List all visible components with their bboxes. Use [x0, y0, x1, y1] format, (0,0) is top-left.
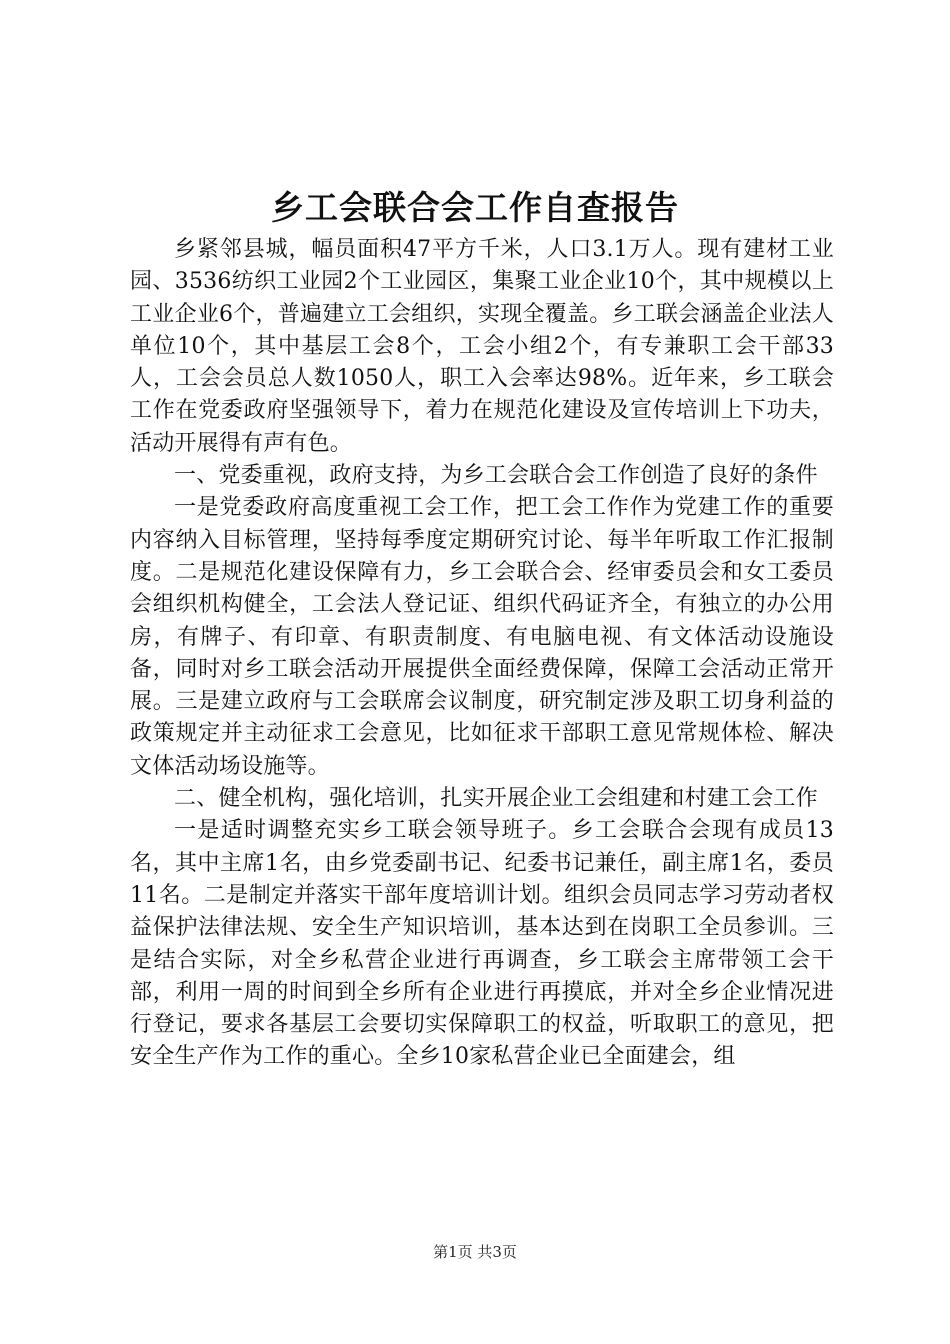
paragraph-intro: 乡紧邻县城，幅员面积47平方千米，人口3.1万人。现有建材工业园、3536纺织工业园2个工业园区，集聚工业企业10个，其中规模以上工业企业6个，普遍建立工会组织，实现全覆盖。乡工联会涵盖企业法人单位10个，其中基层工会8个，工会小组2个，有专兼职工会干部33人，工会会员总人数1050人，职工入会率达98%。近年来，乡工联会工作在党委政府坚强领导下，着力在规范化建设及宣传培训上下功夫，活动开展得有声有色。	[130, 237, 834, 456]
section-heading-1: 一、党委重视，政府支持，为乡工会联合会工作创造了良好的条件	[174, 463, 818, 489]
paragraph-section-2: 一是适时调整充实乡工联会领导班子。乡工会联合会现有成员13名，其中主席1名，由乡党委副书记、纪委书记兼任，副主席1名，委员11名。二是制定并落实干部年度培训计划。组织会员同志学习劳动者权益保护法律法规、安全生产知识培训，基本达到在岗职工全员参训。三是结合实际，对全乡私营企业进行再调查，乡工联会主席带领工会干部，利用一周的时间到全乡所有企业进行再摸底，并对全乡企业情况进行登记，要求各基层工会要切实保障职工的权益，听取职工的意见，把安全生产作为工作的重心。全乡10家私营企业已全面建会，组	[130, 818, 834, 1070]
document-title: 乡工会联合会工作自查报告	[271, 188, 679, 227]
section-heading-2: 二、健全机构，强化培训，扎实开展企业工会组建和村建工会工作	[174, 786, 818, 812]
document-body	[130, 234, 834, 1074]
page-number-footer: 第1页 共3页	[433, 1243, 517, 1261]
paragraph-section-1: 一是党委政府高度重视工会工作，把工会工作作为党建工作的重要内容纳入目标管理，坚持每季度定期研究讨论、每半年听取工作汇报制度。二是规范化建设保障有力，乡工会联合会、经审委员会和女工委员会组织机构健全，工会法人登记证、组织代码证齐全，有独立的办公用房，有牌子、有印章、有职责制度、有电脑电视、有文体活动设施设备，同时对乡工联会活动开展提供全面经费保障，保障工会活动正常开展。三是建立政府与工会联席会议制度，研究制定涉及职工切身利益的政策规定并主动征求工会意见，比如征求干部职工意见常规体检、解决文体活动场设施等。	[130, 495, 834, 779]
